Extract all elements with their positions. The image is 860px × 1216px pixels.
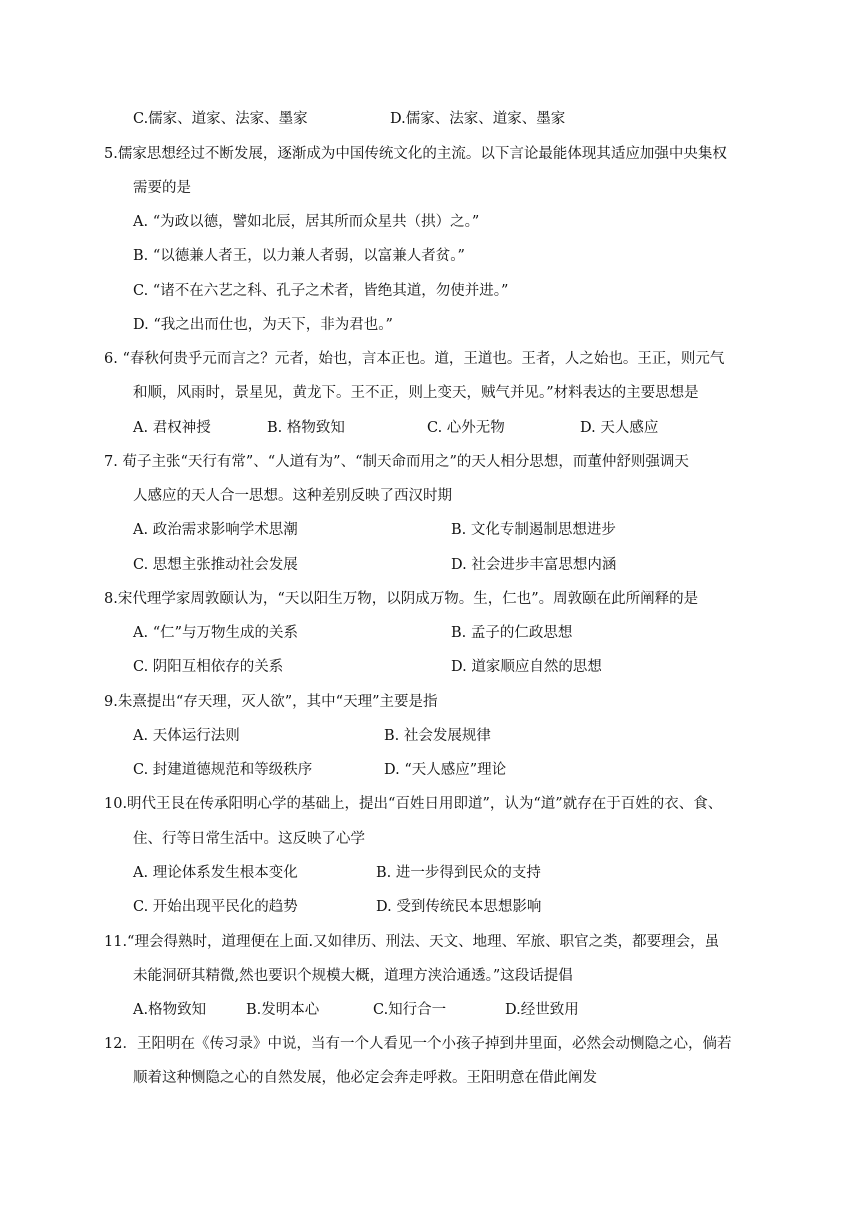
q8-stem: 8.宋代理学家周敦颐认为，“天以阳生万物，以阴成万物。生，仁也”。周敦颐在此所阐释的是 bbox=[104, 591, 699, 607]
q10-option-a: A. 理论体系发生根本变化 bbox=[133, 865, 298, 881]
q11-stem-line1: 11.“理会得熟时，道理便在上面.又如律历、刑法、天文、地理、军旅、职官之类，都要理会，虽 bbox=[104, 934, 720, 950]
q6-option-d: D. 天人感应 bbox=[580, 420, 659, 436]
q7-option-a: A. 政治需求影响学术思潮 bbox=[133, 522, 298, 538]
q6-option-b: B. 格物致知 bbox=[267, 420, 345, 436]
q7-stem-line1: 7. 荀子主张“天行有常”、“人道有为”、“制天命而用之”的天人相分思想，而董仲舒则强调天 bbox=[104, 454, 689, 470]
q9-option-b: B. 社会发展规律 bbox=[384, 728, 491, 744]
q9-option-a: A. 天体运行法则 bbox=[133, 728, 240, 744]
q6-stem-line2: 和顺，风雨时，景星见，黄龙下。王不正，则上变天，贼气并见。”材料表达的主要思想是 bbox=[133, 385, 699, 401]
q9-stem: 9.朱熹提出“存天理，灭人欲”，其中“天理”主要是指 bbox=[104, 694, 438, 710]
q10-option-d: D. 受到传统民本思想影响 bbox=[376, 899, 542, 915]
q8-option-a: A. “仁”与万物生成的关系 bbox=[133, 625, 299, 641]
q5-option-b: B. “以德兼人者王，以力兼人者弱，以富兼人者贫。” bbox=[133, 248, 465, 264]
q6-stem-line1: 6. “春秋何贵乎元而言之？元者，始也，言本正也。道，王道也。王者，人之始也。王正，则元气 bbox=[104, 351, 725, 367]
q9-option-c: C. 封建道德规范和等级秩序 bbox=[133, 762, 313, 778]
q4-option-d: D.儒家、法家、道家、墨家 bbox=[390, 111, 566, 127]
q8-option-b: B. 孟子的仁政思想 bbox=[451, 625, 573, 641]
q7-option-b: B. 文化专制遏制思想进步 bbox=[451, 522, 616, 538]
q8-option-c: C. 阴阳互相依存的关系 bbox=[133, 659, 284, 675]
q7-option-d: D. 社会进步丰富思想内涵 bbox=[451, 557, 617, 573]
q6-option-a: A. 君权神授 bbox=[133, 420, 211, 436]
q12-stem-line1: 12．王阳明在《传习录》中说，当有一个人看见一个小孩子掉到井里面，必然会动恻隐之心，倘若 bbox=[104, 1036, 732, 1052]
q9-option-d: D. “天人感应”理论 bbox=[384, 762, 507, 778]
q8-option-d: D. 道家顺应自然的思想 bbox=[451, 659, 602, 675]
q7-option-c: C. 思想主张推动社会发展 bbox=[133, 557, 298, 573]
q11-stem-line2: 未能洞研其精微,然也要识个规模大概，道理方浃洽通透。”这段话提倡 bbox=[133, 968, 573, 984]
q10-option-c: C. 开始出现平民化的趋势 bbox=[133, 899, 298, 915]
q5-option-c: C. “诸不在六艺之科、孔子之术者，皆绝其道，勿使并进。” bbox=[133, 283, 509, 299]
q7-stem-line2: 人感应的天人合一思想。这种差别反映了西汉时期 bbox=[133, 488, 452, 504]
q5-option-d: D. “我之出而仕也，为天下，非为君也。” bbox=[133, 317, 393, 333]
q6-option-c: C. 心外无物 bbox=[427, 420, 505, 436]
q10-option-b: B. 进一步得到民众的支持 bbox=[376, 865, 541, 881]
q11-option-a: A.格物致知 bbox=[133, 1002, 207, 1018]
q5-option-a: A. “为政以德，譬如北辰，居其所而众星共（拱）之。” bbox=[133, 214, 480, 230]
q11-option-c: C.知行合一 bbox=[373, 1002, 447, 1018]
q10-stem-line1: 10.明代王艮在传承阳明心学的基础上，提出“百姓日用即道”，认为“道”就存在于百姓的衣、食、 bbox=[104, 796, 723, 812]
q11-option-d: D.经世致用 bbox=[505, 1002, 579, 1018]
q12-stem-line2: 顺着这种恻隐之心的自然发展，他必定会奔走呼救。王阳明意在借此阐发 bbox=[133, 1070, 597, 1086]
q5-stem-line1: 5.儒家思想经过不断发展，逐渐成为中国传统文化的主流。以下言论最能体现其适应加强中央集权 bbox=[104, 146, 727, 162]
q5-stem-line2: 需要的是 bbox=[133, 180, 191, 196]
q4-option-c: C.儒家、道家、法家、墨家 bbox=[133, 111, 308, 127]
q10-stem-line2: 住、行等日常生活中。这反映了心学 bbox=[133, 831, 365, 847]
q11-option-b: B.发明本心 bbox=[246, 1002, 320, 1018]
